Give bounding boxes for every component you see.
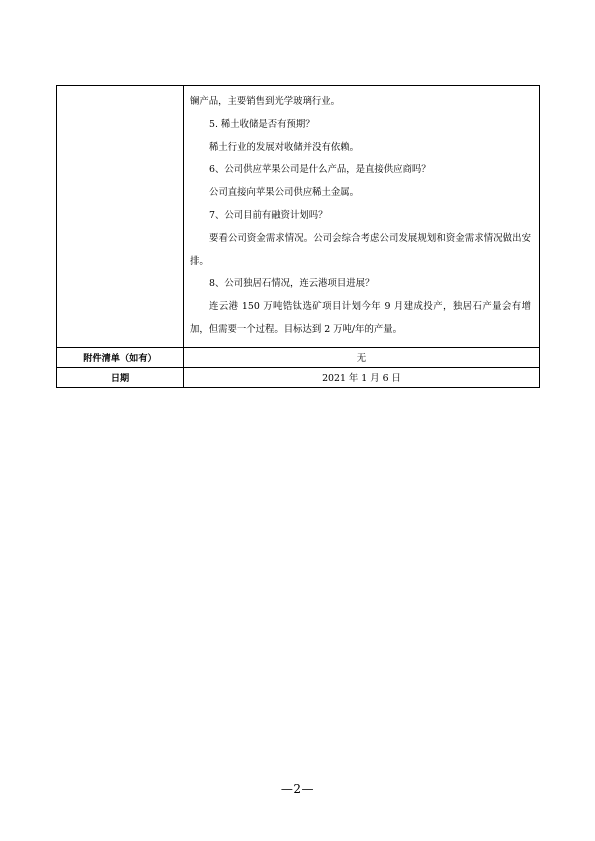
attachments-row <box>57 347 540 367</box>
page-number: —2— <box>280 782 315 796</box>
question-7: 7、公司目前有融资计划吗？ <box>209 209 328 221</box>
content-row <box>57 86 540 348</box>
answer-6: 公司直接向苹果公司供应稀土金属。 <box>209 187 360 199</box>
date-row <box>57 367 540 387</box>
attachments-value: 无 <box>184 347 540 367</box>
date-label: 日期 <box>57 367 184 387</box>
content-cell <box>184 86 540 348</box>
paragraph: 镧产品，主要销售到光学玻璃行业。 <box>190 96 341 107</box>
answer-8: 连云港 150 万吨锆钛选矿项目计划今年 9 月建成投产，独居石产量会有增加，但需要一个过程。目标达到 2 万吨/年的产量。 <box>190 301 531 335</box>
content-label-cell <box>57 86 184 348</box>
attachments-label: 附件清单（如有） <box>57 347 184 367</box>
question-6: 6、公司供应苹果公司是什么产品，是直接供应商吗？ <box>209 164 431 176</box>
question-8: 8、公司独居石情况，连云港项目进展？ <box>209 278 375 290</box>
answer-7: 要看公司资金需求情况。公司会综合考虑公司发展规划和资金需求情况做出安排。 <box>190 232 531 267</box>
date-value: 2021 年 1 月 6 日 <box>184 367 540 387</box>
answer-5: 稀土行业的发展对收储并没有依赖。 <box>209 141 360 153</box>
record-table <box>56 85 540 388</box>
question-5: 5. 稀土收储是否有预期？ <box>209 118 315 130</box>
